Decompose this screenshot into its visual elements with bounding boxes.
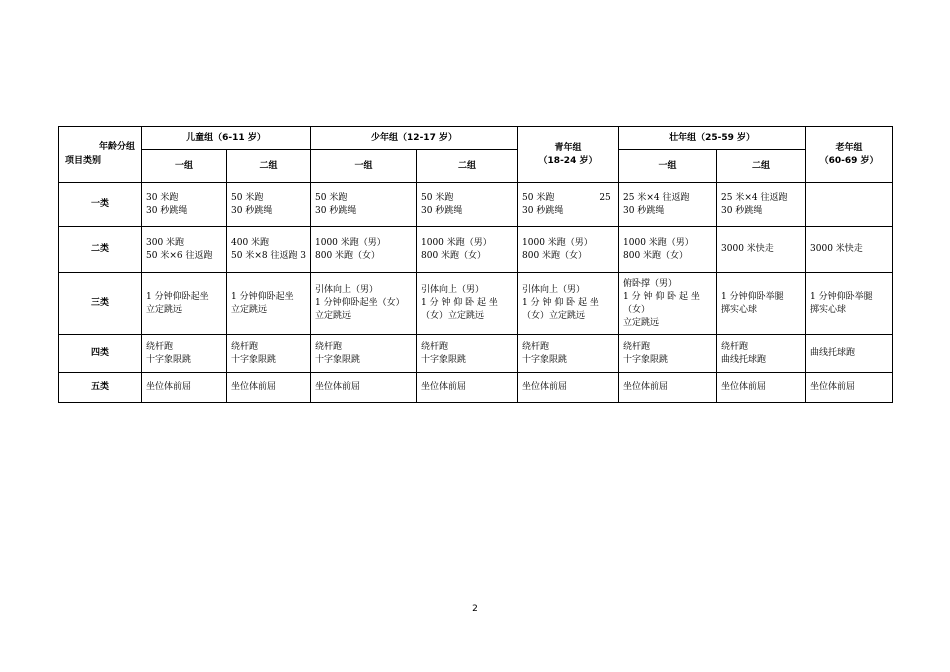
- test-item: 立定跳远: [623, 317, 660, 328]
- test-item: 坐位体前屈: [522, 382, 568, 392]
- test-item: 30 秒跳绳: [315, 205, 357, 216]
- test-items-cell-youth: [518, 273, 619, 335]
- group-teen: 少年组（12-17 岁）: [311, 127, 518, 150]
- test-items-cell-adult2: [717, 227, 806, 273]
- test-item: （女）立定跳远: [522, 311, 586, 321]
- test-items-cell-children2: [227, 183, 311, 227]
- test-item: 1000 米跑（男）: [315, 237, 386, 248]
- test-item: 30 秒跳绳: [623, 205, 665, 216]
- header-row-subgroups: [59, 150, 893, 183]
- test-item: 25 米×4 往返跑: [623, 192, 690, 203]
- test-item: 1 分 钟 仰 卧 起 坐: [522, 298, 599, 308]
- subgroup-adult-two: 二组: [717, 150, 806, 183]
- test-item: 1 分钟仰卧起坐: [146, 291, 209, 302]
- test-item: 引体向上（男）: [421, 285, 485, 295]
- test-item: 绕杆跑: [522, 341, 550, 352]
- header-row-groups: [59, 127, 893, 150]
- test-item: 30 秒跳绳: [522, 205, 564, 216]
- test-item: 掷实心球: [721, 304, 758, 315]
- corner-age-label: 年龄分组: [98, 142, 135, 152]
- test-items-cell-senior: [806, 227, 893, 273]
- test-items-cell-senior: [806, 373, 893, 403]
- test-item: 曲线托球跑: [721, 354, 767, 365]
- test-item: 曲线托球跑: [810, 348, 856, 358]
- subgroup-adult-one: 一组: [619, 150, 717, 183]
- test-items-cell-adult2: [717, 273, 806, 335]
- test-item: 绕杆跑: [623, 341, 651, 352]
- test-item: 50 米跑: [315, 192, 348, 203]
- test-items-cell-senior: [806, 183, 893, 227]
- test-item: 坐位体前屈: [421, 382, 467, 392]
- test-items-cell-teen2: [417, 273, 518, 335]
- test-item: 绕杆跑: [421, 341, 449, 352]
- test-items-cell-children1: [142, 227, 227, 273]
- fitness-test-table: [58, 126, 893, 403]
- test-item: 绕杆跑: [231, 341, 259, 352]
- test-items-cell-adult1: [619, 273, 717, 335]
- test-items-cell-teen2: [417, 183, 518, 227]
- test-item: 绕杆跑: [146, 341, 174, 352]
- test-items-cell-adult2: [717, 335, 806, 373]
- page-number: 2: [472, 604, 478, 614]
- test-item: 1000 米跑（男）: [421, 237, 492, 248]
- test-item: 俯卧撑（男）: [623, 278, 678, 289]
- test-item: 引体向上（男）: [315, 285, 379, 295]
- subgroup-children-one: 一组: [142, 150, 227, 183]
- test-items-cell-teen2: [417, 227, 518, 273]
- category-cell: 五类: [59, 373, 142, 403]
- group-youth-title: 青年组: [554, 142, 582, 153]
- test-item: 引体向上（男）: [522, 285, 586, 295]
- subgroup-children-two: 二组: [227, 150, 311, 183]
- category-cell: 一类: [59, 183, 142, 227]
- test-items-cell-teen1: [311, 227, 417, 273]
- test-item: 300 米跑: [146, 237, 185, 248]
- test-item: 绕杆跑: [721, 341, 749, 352]
- test-item: 30 米跑: [146, 192, 179, 203]
- table-row: [59, 335, 893, 373]
- test-items-cell-senior: [806, 273, 893, 335]
- test-item: 1 分钟仰卧举腿: [810, 291, 873, 302]
- group-youth: [518, 127, 619, 183]
- test-item: 50 米×6 往返跑: [146, 250, 213, 261]
- test-items-cell-children1: [142, 273, 227, 335]
- test-items-cell-teen2: [417, 373, 518, 403]
- table-row: [59, 373, 893, 403]
- test-item: 800 米跑（女）: [315, 250, 381, 261]
- test-item: 掷实心球: [810, 304, 847, 315]
- test-items-cell-teen1: [311, 273, 417, 335]
- test-items-cell-adult2: [717, 183, 806, 227]
- test-item: 十字象限跳: [522, 354, 568, 365]
- test-item: 坐位体前屈: [623, 382, 669, 392]
- test-item: 十字象限跳: [421, 354, 467, 365]
- test-item: 50 米跑 25: [522, 192, 611, 203]
- test-item: 3000 米快走: [721, 244, 774, 254]
- test-item: 十字象限跳: [231, 354, 277, 365]
- group-senior-range: （60-69 岁）: [819, 155, 879, 166]
- test-items-cell-children2: [227, 227, 311, 273]
- test-item: （女）立定跳远: [421, 311, 485, 321]
- test-item: 十字象限跳: [315, 354, 361, 365]
- category-cell: 四类: [59, 335, 142, 373]
- test-items-cell-children2: [227, 373, 311, 403]
- subgroup-teen-one: 一组: [311, 150, 417, 183]
- test-item: 坐位体前屈: [146, 382, 192, 392]
- table-row: [59, 183, 893, 227]
- test-item: 立定跳远: [231, 304, 268, 315]
- test-item: 50 米跑: [421, 192, 454, 203]
- test-items-cell-children2: [227, 273, 311, 335]
- test-item: 3000 米快走: [810, 244, 863, 254]
- test-item: 坐位体前屈: [810, 382, 856, 392]
- test-item: 十字象限跳: [623, 354, 669, 365]
- test-items-cell-adult1: [619, 335, 717, 373]
- group-adult: 壮年组（25-59 岁）: [619, 127, 806, 150]
- test-item: 1 分 钟 仰 卧 起 坐: [623, 291, 700, 302]
- corner-cell: [59, 127, 142, 183]
- group-senior: [806, 127, 893, 183]
- test-items-cell-youth: [518, 335, 619, 373]
- test-item: 十字象限跳: [146, 354, 192, 365]
- test-items-cell-children1: [142, 183, 227, 227]
- test-item: 立定跳远: [146, 304, 183, 315]
- test-item: 1000 米跑（男）: [522, 237, 593, 248]
- test-item: 800 米跑（女）: [421, 250, 487, 261]
- test-items-cell-teen1: [311, 183, 417, 227]
- test-items-cell-children1: [142, 373, 227, 403]
- test-item: 30 秒跳绳: [721, 205, 763, 216]
- test-item: 1 分钟仰卧举腿: [721, 291, 784, 302]
- category-cell: 二类: [59, 227, 142, 273]
- test-item: 25 米×4 往返跑: [721, 192, 788, 203]
- test-item: 1 分 钟 仰 卧 起 坐: [421, 298, 498, 308]
- test-item: 坐位体前屈: [231, 382, 277, 392]
- category-cell: 三类: [59, 273, 142, 335]
- test-item: 坐位体前屈: [721, 382, 767, 392]
- test-items-cell-teen1: [311, 335, 417, 373]
- test-items-cell-youth: [518, 227, 619, 273]
- test-items-cell-adult1: [619, 183, 717, 227]
- subgroup-teen-two: 二组: [417, 150, 518, 183]
- test-item: 800 米跑（女）: [522, 250, 588, 261]
- test-item: 坐位体前屈: [315, 382, 361, 392]
- test-item: 30 秒跳绳: [146, 205, 188, 216]
- test-item: 30 秒跳绳: [231, 205, 273, 216]
- table-row: [59, 273, 893, 335]
- test-items-cell-children2: [227, 335, 311, 373]
- test-item: 1 分钟仰卧起坐（女）: [315, 298, 405, 308]
- test-items-cell-youth: [518, 183, 619, 227]
- table-row: [59, 227, 893, 273]
- test-items-cell-children1: [142, 335, 227, 373]
- test-item: 1000 米跑（男）: [623, 237, 694, 248]
- test-item: 50 米跑: [231, 192, 264, 203]
- test-items-cell-adult1: [619, 373, 717, 403]
- test-item: 立定跳远: [315, 311, 352, 321]
- test-items-cell-adult1: [619, 227, 717, 273]
- test-items-cell-youth: [518, 373, 619, 403]
- test-item: 30 秒跳绳: [421, 205, 463, 216]
- test-item: 绕杆跑: [315, 341, 343, 352]
- corner-category-label: 项目类别: [65, 156, 102, 166]
- test-item: 800 米跑（女）: [623, 250, 689, 261]
- group-children: 儿童组（6-11 岁）: [142, 127, 311, 150]
- test-items-cell-teen2: [417, 335, 518, 373]
- test-item: （女）: [623, 304, 651, 315]
- test-item: 50 米×8 往返跑 3: [231, 250, 307, 261]
- group-youth-range: （18-24 岁）: [538, 155, 598, 166]
- test-items-cell-senior: [806, 335, 893, 373]
- test-item: 1 分钟仰卧起坐: [231, 291, 294, 302]
- test-items-cell-adult2: [717, 373, 806, 403]
- test-items-cell-teen1: [311, 373, 417, 403]
- group-senior-title: 老年组: [835, 142, 863, 153]
- test-item: 400 米跑: [231, 237, 270, 248]
